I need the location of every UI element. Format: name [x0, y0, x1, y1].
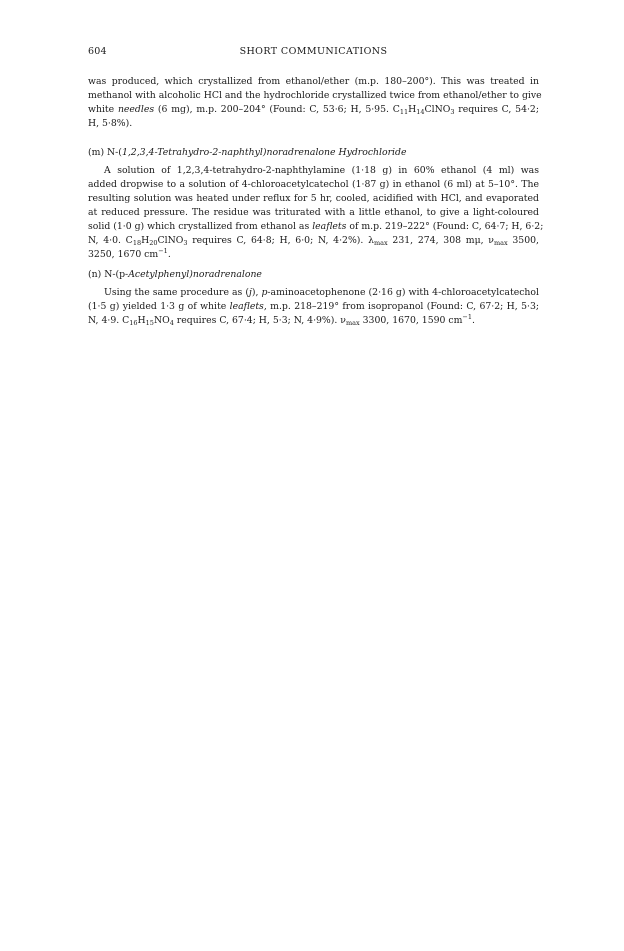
running-title: SHORT COMMUNICATIONS: [239, 46, 388, 57]
page-header: [88, 46, 539, 60]
compound-name: 1,2,3,4-Tetrahydro-2-naphthyl)noradrenalone Hydrochloride: [121, 147, 407, 158]
paragraph-m: [88, 164, 544, 262]
paragraph-n: [88, 286, 539, 328]
text-line: A solution of 1,2,3,4-tetrahydro-2-naphthylamine (1·18 g) in 60% ethanol (4 ml) was: [104, 165, 539, 176]
text-line: 3250, 1670 $cm^{-1}$.: [88, 247, 171, 260]
page-number: 604: [88, 46, 107, 57]
text-line: (1·5 g) yielded 1·3 g of white leaflets, m.p. 218–219° from isopropanol (Found: C, 67·2; H, 5·3;: [88, 301, 539, 312]
text-line: white needles (6 mg), m.p. 200–204° (Found: C, 53·6; H, 5·95. $C_{11}H_{14}ClNO_3$ requires C, 54·2;: [88, 104, 539, 116]
section-label: (n): [88, 269, 102, 280]
text-line: N, 4·9. $C_{16}H_{15}NO_4$ requires C, 67·4; H, 5·3; N, 4·9%). $\nu_{max}$ 3300, 1670, 1590 $cm^{-1}$.: [88, 313, 475, 327]
section-label: (m): [88, 147, 105, 158]
text-line: N, 4·0. $C_{18}H_{20}ClNO_3$ requires C, 64·8; H, 6·0; N, 4·2%). $\lambda_{max}$ 231, 274, 308 mμ, $\nu_{max}$ 3500,: [88, 235, 539, 247]
paragraph-continuation: [88, 75, 542, 131]
text-line: solid (1·0 g) which crystallized from ethanol as leaflets of m.p. 219–222° (Found: C, 64·7; H, 6·2;: [88, 221, 544, 232]
section-heading-n: (n) N-(p-Acetylphenyl)noradrenalone: [88, 269, 262, 280]
text-line: methanol with alcoholic HCl and the hydrochloride crystallized twice from ethanol/ether to give: [88, 90, 542, 101]
section-heading-m: (m) N-(1,2,3,4-Tetrahydro-2-naphthyl)noradrenalone Hydrochloride: [88, 147, 407, 158]
text-line: at reduced pressure. The residue was triturated with a little ethanol, to give a light-coloured: [88, 207, 539, 218]
text-line: resulting solution was heated under reflux for 5 hr, cooled, acidified with HCl, and evaporated: [88, 193, 539, 204]
text-line: was produced, which crystallized from ethanol/ether (m.p. 180–200°). This was treated in: [88, 76, 539, 87]
text-line: H, 5·8%).: [88, 118, 133, 129]
text-line: Using the same procedure as (j), p-aminoacetophenone (2·16 g) with 4-chloroacetylcatechol: [104, 287, 539, 298]
text-line: added dropwise to a solution of 4-chloroacetylcatechol (1·87 g) in ethanol (6 ml) at 5–10°. The: [88, 179, 539, 190]
compound-name: Acetylphenyl)noradrenalone: [128, 269, 262, 280]
